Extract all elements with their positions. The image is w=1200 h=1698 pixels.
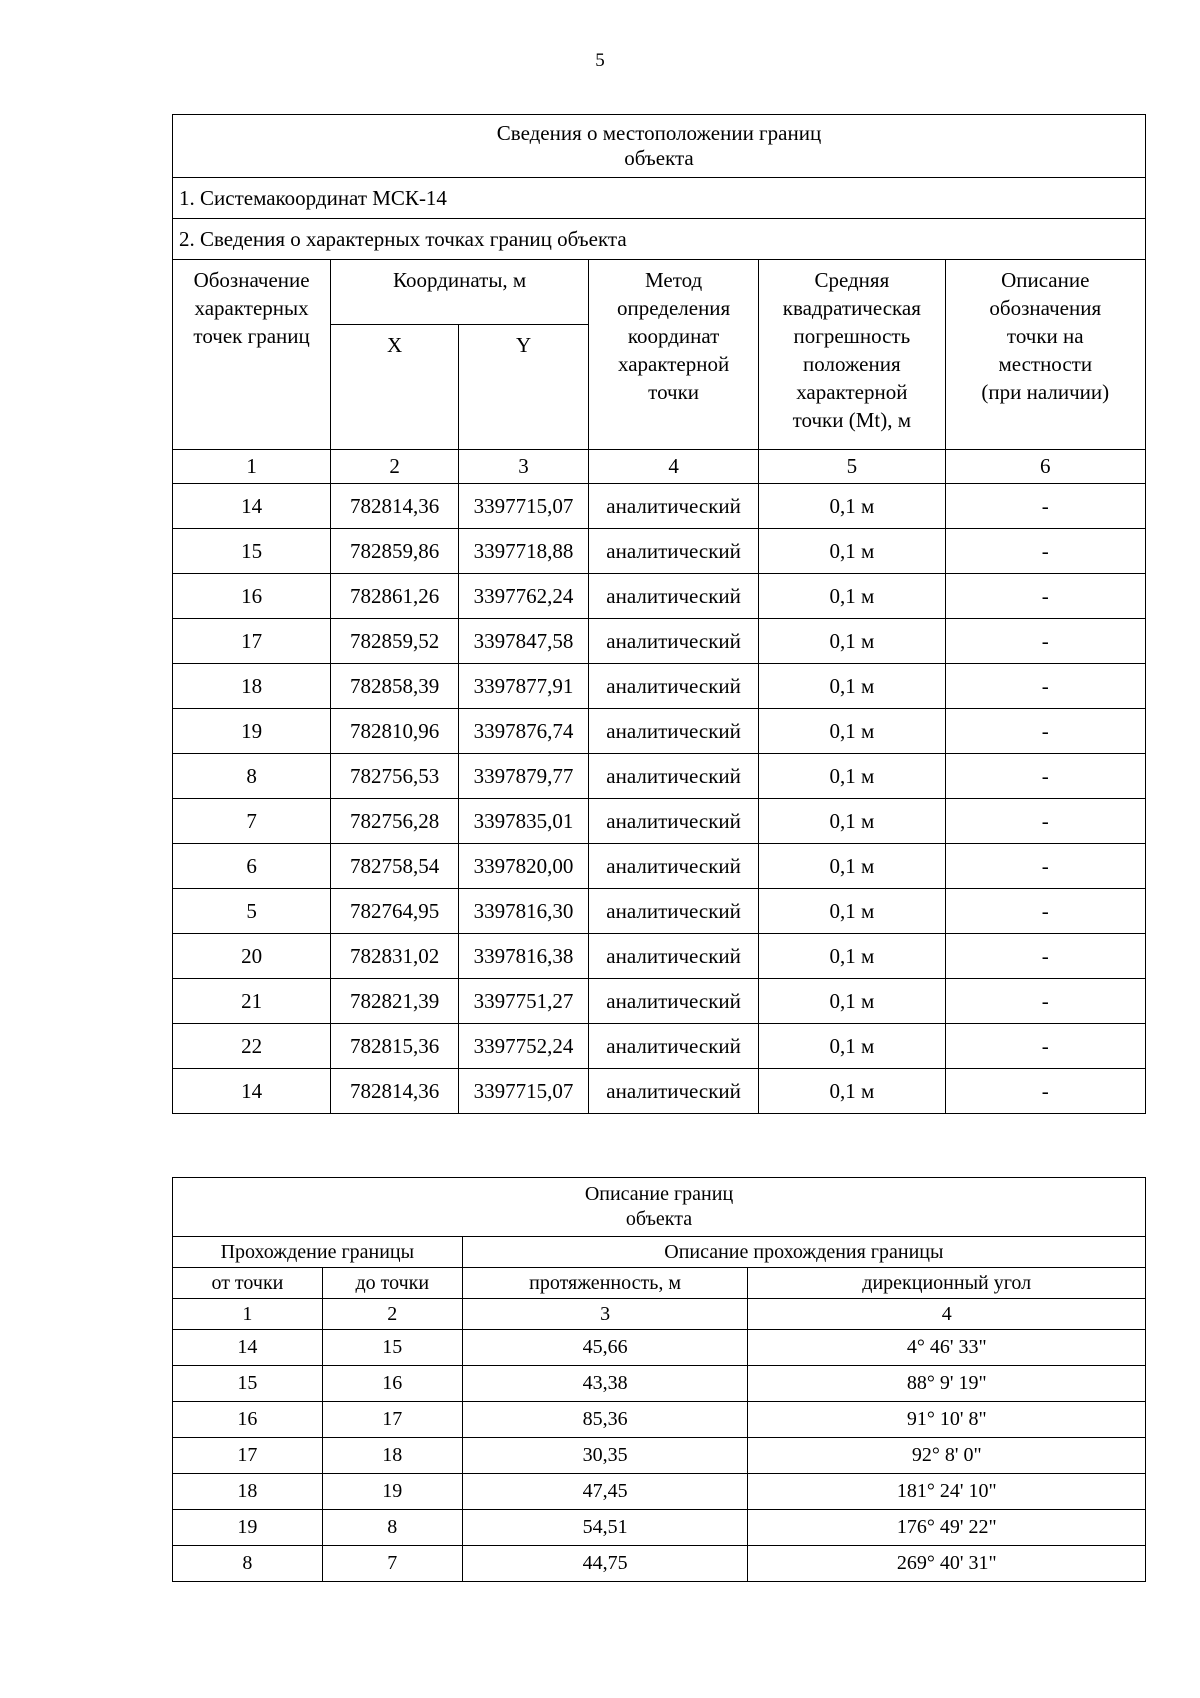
point-cell: 14 <box>173 1069 331 1114</box>
header-method-l4: характерной <box>617 352 730 376</box>
point-cell: 20 <box>173 934 331 979</box>
col-number: 4 <box>589 450 759 484</box>
error-cell: 0,1 м <box>759 979 945 1024</box>
x-cell: 782756,28 <box>331 799 459 844</box>
angle-cell: 269° 40' 31" <box>748 1546 1146 1582</box>
from-point-cell: 16 <box>173 1402 323 1438</box>
point-cell: 19 <box>173 709 331 754</box>
angle-cell: 181° 24' 10" <box>748 1474 1146 1510</box>
col-number: 2 <box>322 1299 462 1330</box>
col-number: 6 <box>945 450 1145 484</box>
length-cell: 30,35 <box>462 1438 748 1474</box>
col-number: 3 <box>459 450 589 484</box>
y-cell: 3397752,24 <box>459 1024 589 1069</box>
table1-title-line1: Сведения о местоположении границ <box>496 121 822 145</box>
length-cell: 45,66 <box>462 1330 748 1366</box>
error-cell: 0,1 м <box>759 934 945 979</box>
header-description <box>945 260 1145 450</box>
header-error-l4: положения <box>803 352 901 376</box>
description-cell: - <box>945 889 1145 934</box>
col-number: 3 <box>462 1299 748 1330</box>
angle-cell: 176° 49' 22" <box>748 1510 1146 1546</box>
error-cell: 0,1 м <box>759 844 945 889</box>
header-description-l5: (при наличии) <box>981 380 1110 404</box>
table-row <box>173 1330 1146 1366</box>
y-cell: 3397835,01 <box>459 799 589 844</box>
x-cell: 782859,86 <box>331 529 459 574</box>
to-point-cell: 8 <box>322 1510 462 1546</box>
boundary-description-table <box>172 1177 1146 1582</box>
table-row <box>173 1402 1146 1438</box>
col-number: 1 <box>173 1299 323 1330</box>
table-row <box>173 979 1146 1024</box>
boundary-points-table <box>172 114 1146 1114</box>
error-cell: 0,1 м <box>759 574 945 619</box>
col-number: 1 <box>173 450 331 484</box>
method-cell: аналитический <box>589 844 759 889</box>
table-row <box>173 619 1146 664</box>
angle-cell: 91° 10' 8" <box>748 1402 1146 1438</box>
table2-title-line2: объекта <box>625 1208 693 1230</box>
header-error-l2: квадратическая <box>782 296 921 320</box>
table-row <box>173 1438 1146 1474</box>
description-cell: - <box>945 484 1145 529</box>
from-point-cell: 15 <box>173 1366 323 1402</box>
x-cell: 782814,36 <box>331 1069 459 1114</box>
header-from-point: от точки <box>173 1268 323 1299</box>
header-designation-l1: Обозначение <box>193 268 310 292</box>
y-cell: 3397816,38 <box>459 934 589 979</box>
to-point-cell: 7 <box>322 1546 462 1582</box>
description-cell: - <box>945 619 1145 664</box>
table-row <box>173 574 1146 619</box>
x-cell: 782858,39 <box>331 664 459 709</box>
method-cell: аналитический <box>589 799 759 844</box>
table2-column-numbers <box>173 1299 1146 1330</box>
table-row <box>173 934 1146 979</box>
table-row <box>173 799 1146 844</box>
table-row <box>173 529 1146 574</box>
method-cell: аналитический <box>589 529 759 574</box>
table-row <box>173 1546 1146 1582</box>
col-number: 2 <box>331 450 459 484</box>
coordinate-system: 1. Системакоординат МСК-14 <box>173 178 1146 219</box>
x-cell: 782815,36 <box>331 1024 459 1069</box>
error-cell: 0,1 м <box>759 1069 945 1114</box>
header-to-point: до точки <box>322 1268 462 1299</box>
table2-title-line1: Описание границ <box>584 1183 734 1205</box>
point-cell: 21 <box>173 979 331 1024</box>
to-point-cell: 18 <box>322 1438 462 1474</box>
method-cell: аналитический <box>589 619 759 664</box>
error-cell: 0,1 м <box>759 619 945 664</box>
header-angle: дирекционный угол <box>748 1268 1146 1299</box>
header-y: Y <box>459 325 589 450</box>
header-method-l3: координат <box>627 324 720 348</box>
table-row <box>173 1474 1146 1510</box>
y-cell: 3397715,07 <box>459 1069 589 1114</box>
point-cell: 8 <box>173 754 331 799</box>
header-description-l2: обозначения <box>989 296 1102 320</box>
y-cell: 3397847,58 <box>459 619 589 664</box>
page-number: 5 <box>595 50 605 71</box>
table1-body <box>173 484 1146 1114</box>
header-method <box>589 260 759 450</box>
points-section-title: 2. Сведения о характерных точках границ объекта <box>173 219 1146 260</box>
x-cell: 782859,52 <box>331 619 459 664</box>
error-cell: 0,1 м <box>759 664 945 709</box>
header-x: X <box>331 325 459 450</box>
to-point-cell: 19 <box>322 1474 462 1510</box>
method-cell: аналитический <box>589 1024 759 1069</box>
x-cell: 782810,96 <box>331 709 459 754</box>
header-description-l1: Описание <box>1001 268 1090 292</box>
method-cell: аналитический <box>589 484 759 529</box>
description-cell: - <box>945 979 1145 1024</box>
y-cell: 3397877,91 <box>459 664 589 709</box>
header-description-l4: местности <box>998 352 1093 376</box>
description-cell: - <box>945 844 1145 889</box>
table-row <box>173 1366 1146 1402</box>
table-row <box>173 1069 1146 1114</box>
x-cell: 782764,95 <box>331 889 459 934</box>
from-point-cell: 19 <box>173 1510 323 1546</box>
x-cell: 782861,26 <box>331 574 459 619</box>
method-cell: аналитический <box>589 754 759 799</box>
header-method-l5: точки <box>648 380 700 404</box>
table-row <box>173 844 1146 889</box>
description-cell: - <box>945 529 1145 574</box>
error-cell: 0,1 м <box>759 709 945 754</box>
header-passage-description: Описание прохождения границы <box>462 1237 1145 1268</box>
from-point-cell: 8 <box>173 1546 323 1582</box>
error-cell: 0,1 м <box>759 529 945 574</box>
error-cell: 0,1 м <box>759 754 945 799</box>
header-designation-l2: характерных <box>194 296 309 320</box>
angle-cell: 4° 46' 33" <box>748 1330 1146 1366</box>
method-cell: аналитический <box>589 574 759 619</box>
y-cell: 3397718,88 <box>459 529 589 574</box>
x-cell: 782821,39 <box>331 979 459 1024</box>
from-point-cell: 18 <box>173 1474 323 1510</box>
method-cell: аналитический <box>589 664 759 709</box>
y-cell: 3397876,74 <box>459 709 589 754</box>
length-cell: 85,36 <box>462 1402 748 1438</box>
point-cell: 5 <box>173 889 331 934</box>
point-cell: 17 <box>173 619 331 664</box>
description-cell: - <box>945 1069 1145 1114</box>
point-cell: 16 <box>173 574 331 619</box>
col-number: 4 <box>748 1299 1146 1330</box>
description-cell: - <box>945 664 1145 709</box>
to-point-cell: 17 <box>322 1402 462 1438</box>
y-cell: 3397820,00 <box>459 844 589 889</box>
y-cell: 3397762,24 <box>459 574 589 619</box>
table-row <box>173 889 1146 934</box>
method-cell: аналитический <box>589 709 759 754</box>
table-row <box>173 1510 1146 1546</box>
header-error-l5: характерной <box>796 380 908 404</box>
x-cell: 782756,53 <box>331 754 459 799</box>
x-cell: 782831,02 <box>331 934 459 979</box>
method-cell: аналитический <box>589 979 759 1024</box>
from-point-cell: 14 <box>173 1330 323 1366</box>
col-number: 5 <box>759 450 945 484</box>
description-cell: - <box>945 1024 1145 1069</box>
x-cell: 782758,54 <box>331 844 459 889</box>
header-error <box>759 260 945 450</box>
point-cell: 7 <box>173 799 331 844</box>
table1-column-numbers <box>173 450 1146 484</box>
to-point-cell: 16 <box>322 1366 462 1402</box>
table-row <box>173 1024 1146 1069</box>
description-cell: - <box>945 934 1145 979</box>
table-row <box>173 664 1146 709</box>
error-cell: 0,1 м <box>759 889 945 934</box>
point-cell: 18 <box>173 664 331 709</box>
table1-title <box>173 115 1146 178</box>
description-cell: - <box>945 754 1145 799</box>
header-error-l3: погрешность <box>793 324 911 348</box>
header-error-l1: Средняя <box>814 268 890 292</box>
table2-body <box>173 1330 1146 1582</box>
length-cell: 54,51 <box>462 1510 748 1546</box>
header-coordinates: Координаты, м <box>331 260 589 325</box>
header-designation-l3: точек границ <box>193 324 310 348</box>
error-cell: 0,1 м <box>759 484 945 529</box>
header-error-l6: точки (Mt), м <box>792 408 912 432</box>
from-point-cell: 17 <box>173 1438 323 1474</box>
header-passage: Прохождение границы <box>173 1237 463 1268</box>
header-length: протяженность, м <box>462 1268 748 1299</box>
table1-title-line2: объекта <box>624 146 694 170</box>
error-cell: 0,1 м <box>759 799 945 844</box>
point-cell: 15 <box>173 529 331 574</box>
length-cell: 47,45 <box>462 1474 748 1510</box>
y-cell: 3397879,77 <box>459 754 589 799</box>
table-row <box>173 484 1146 529</box>
error-cell: 0,1 м <box>759 1024 945 1069</box>
x-cell: 782814,36 <box>331 484 459 529</box>
description-cell: - <box>945 799 1145 844</box>
y-cell: 3397715,07 <box>459 484 589 529</box>
point-cell: 6 <box>173 844 331 889</box>
header-method-l1: Метод <box>645 268 703 292</box>
description-cell: - <box>945 709 1145 754</box>
length-cell: 44,75 <box>462 1546 748 1582</box>
angle-cell: 88° 9' 19" <box>748 1366 1146 1402</box>
table-row <box>173 709 1146 754</box>
header-description-l3: точки на <box>1006 324 1084 348</box>
y-cell: 3397751,27 <box>459 979 589 1024</box>
method-cell: аналитический <box>589 1069 759 1114</box>
to-point-cell: 15 <box>322 1330 462 1366</box>
method-cell: аналитический <box>589 934 759 979</box>
length-cell: 43,38 <box>462 1366 748 1402</box>
y-cell: 3397816,30 <box>459 889 589 934</box>
method-cell: аналитический <box>589 889 759 934</box>
table2-title <box>173 1178 1146 1237</box>
angle-cell: 92° 8' 0" <box>748 1438 1146 1474</box>
description-cell: - <box>945 574 1145 619</box>
point-cell: 22 <box>173 1024 331 1069</box>
header-method-l2: определения <box>616 296 731 320</box>
table-row <box>173 754 1146 799</box>
point-cell: 14 <box>173 484 331 529</box>
header-designation <box>173 260 331 450</box>
